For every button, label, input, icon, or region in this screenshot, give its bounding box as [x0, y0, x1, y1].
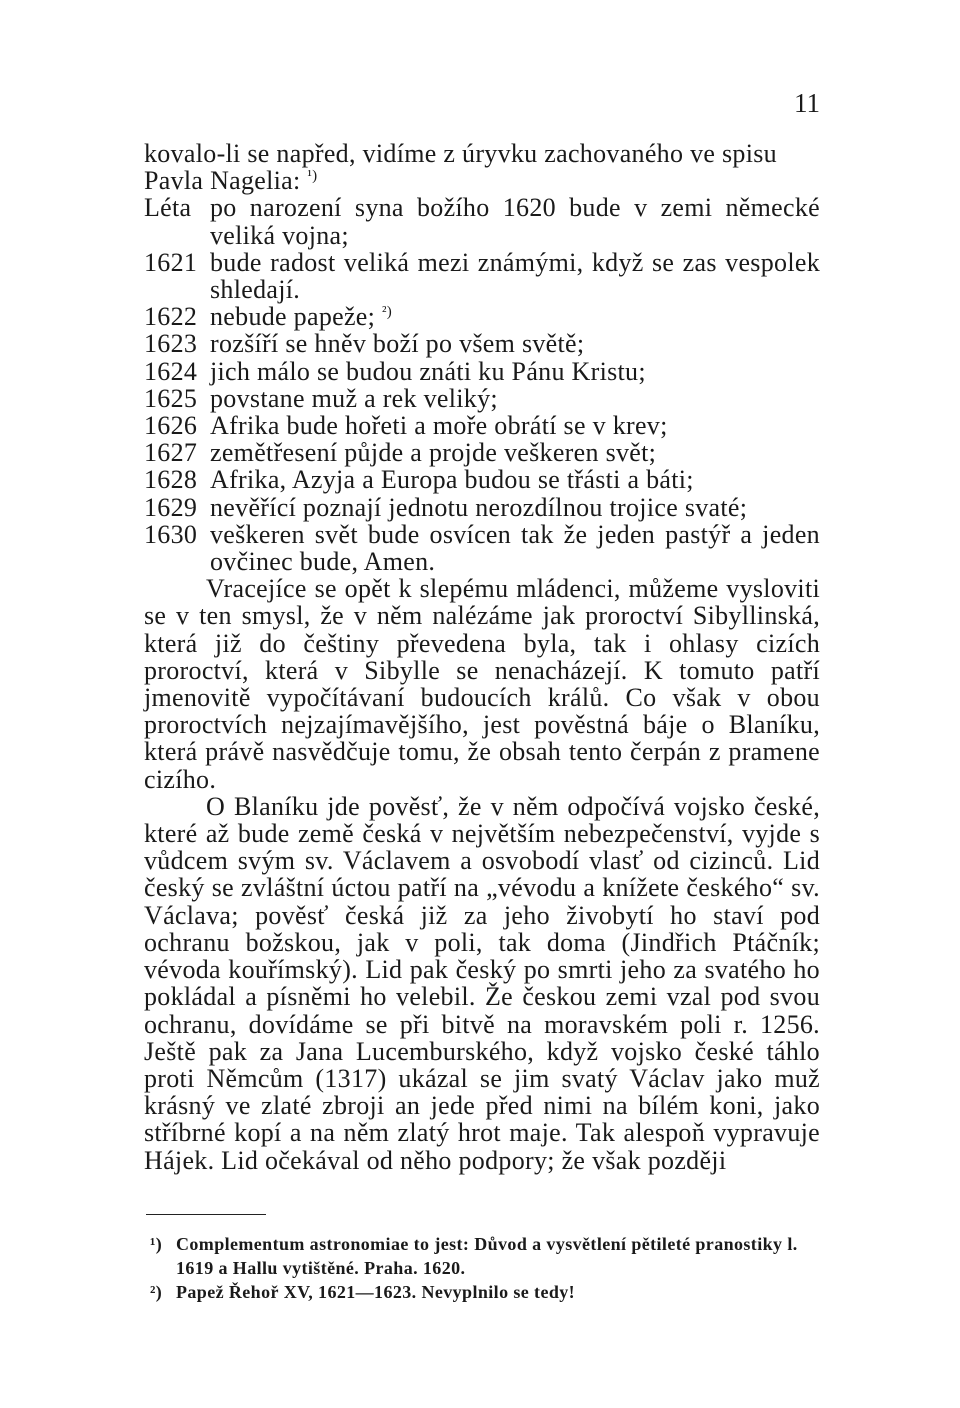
- annal-entry: [144, 194, 820, 248]
- annal-entry: [144, 466, 820, 493]
- annal-entry: [144, 385, 820, 412]
- annal-entry: [144, 494, 820, 521]
- footnote-ref-1: ¹): [307, 168, 318, 185]
- page-body: [144, 140, 820, 1174]
- annal-text: bude radost veliká mezi známými, když se zas vespolek shledají.: [210, 247, 820, 305]
- annal-year: 1621: [144, 247, 198, 277]
- annal-entry: [144, 249, 820, 303]
- page-number: 11: [794, 88, 820, 118]
- annal-text: Afrika bude hořeti a moře obrátí se v krev;: [210, 411, 668, 441]
- footnote-mark: ¹): [150, 1234, 163, 1254]
- annal-text: nevěřící poznají jednotu nerozdílnou trojice svaté;: [210, 492, 748, 522]
- footnotes: [150, 1232, 820, 1304]
- annal-entry: [144, 412, 820, 439]
- annal-text: jich málo se budou znáti ku Pánu Kristu;: [210, 356, 646, 386]
- prophecy-annals: [144, 194, 820, 575]
- annal-text: [210, 303, 820, 330]
- annal-year: 1623: [144, 329, 198, 359]
- annal-year: 1627: [144, 438, 198, 468]
- footnote-mark: ²): [150, 1282, 163, 1302]
- footnote: [150, 1280, 820, 1304]
- annal-year: 1624: [144, 356, 198, 386]
- footnote-text: Complementum astronomiae to jest: Důvod a vysvětlení pětileté pranostiky l. 1619 a Hallu vytištěné. Praha. 1620.: [176, 1234, 798, 1278]
- footnote-ref-2: ²): [381, 304, 393, 321]
- annal-entry: [144, 439, 820, 466]
- annal-entry: [144, 330, 820, 357]
- annal-year: Léta: [144, 193, 192, 223]
- intro-line: [144, 167, 820, 194]
- annal-year: 1629: [144, 492, 198, 522]
- annal-year: 1625: [144, 383, 198, 413]
- intro-text: Pavla Nagelia:: [144, 166, 301, 196]
- annal-entry: [144, 303, 820, 330]
- annal-text: po narození syna božího 1620 bude v zemi německé veliká vojna;: [210, 193, 820, 250]
- annal-text-body: nebude papeže;: [210, 302, 376, 332]
- footnote-text: Papež Řehoř XV, 1621—1623. Nevyplnilo se tedy!: [176, 1282, 576, 1302]
- annal-year: 1628: [144, 465, 198, 495]
- annal-entry: [144, 521, 820, 575]
- annal-text: Afrika, Azyja a Europa budou se třásti a báti;: [210, 465, 694, 495]
- annal-text: rozšíří se hněv boží po všem světě;: [210, 329, 585, 359]
- footnote-divider: [146, 1214, 266, 1215]
- footnote: [150, 1232, 820, 1280]
- body-paragraph: O Blaníku jde pověsť, že v něm odpočívá vojsko české, které až bude země česká v největším nebezpečenství, vyjde s vůdcem svým sv. Václavem a osvobodí vlasť od cizinců. Lid český se zvláštní úctou patří na „vévodu a knížete českého“ sv. Václava; pověsť česká již za jeho živobytí ho staví pod ochranu božskou, jak v poli, tak doma (Jindřich Ptáčník; vévoda kouřímský). Lid pak český po smrti jeho za svatého ho pokládal a písněmi ho velebil. Že českou zemi vzal pod svou ochranu, dovídáme se při bitvě na moravském poli r. 1256. Ještě pak za Jana Lucemburského, když vojsko české táhlo proti Němcům (1317) ukázal se jim svatý Václav jako muž krásný ve zlaté zbroji an jede před nimi na bílém koni, jako stříbrné kopí a na něm zlatý hrot maje. Tak alespoň vypravuje Hájek. Lid očekával od něho podpory; že však později: [144, 791, 820, 1175]
- annal-entry: [144, 358, 820, 385]
- annal-year: 1626: [144, 411, 198, 441]
- annal-text: povstane muž a rek veliký;: [210, 383, 498, 413]
- intro-line: kovalo-li se napřed, vidíme z úryvku zachovaného ve spisu: [144, 139, 777, 168]
- annal-text: veškeren svět bude osvícen tak že jeden pastýř a jeden ovčinec bude, Amen.: [210, 519, 820, 577]
- annal-year: 1622: [144, 302, 198, 332]
- annal-year: 1630: [144, 519, 198, 549]
- body-paragraph: Vracejíce se opět k slepému mládenci, můžeme vysloviti se v ten smysl, že v něm nalézáme jak proroctví Sibyllinská, která již do češtiny převedena byla, tak i ohlasy cizích proroctví, která v Sibylle se nenacházejí. K tomuto patří jmenovitě vypočítávaní budoucích králů. Co však v obou proroctvích nejzajímavějšího, jest pověstná báje o Blaníku, která právě nasvědčuje tomu, že obsah tento čerpán z pramene cizího.: [144, 574, 820, 794]
- annal-text: zemětřesení půjde a projde veškeren svět;: [210, 438, 657, 468]
